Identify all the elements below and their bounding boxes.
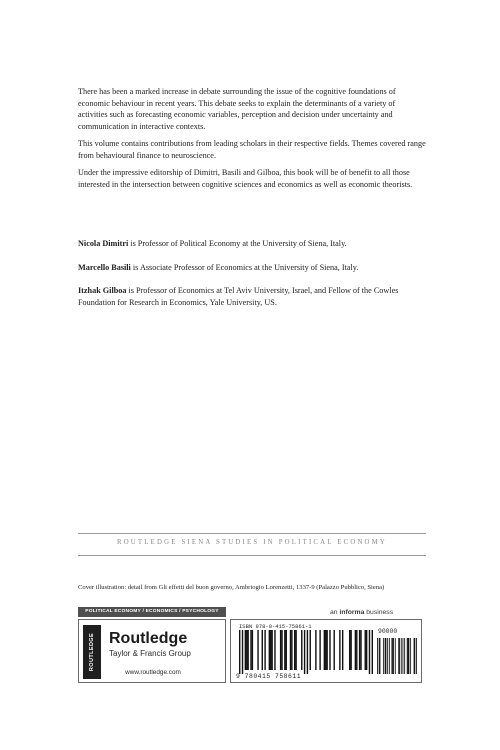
ean-barcode [239,630,373,674]
barcode-bar [359,630,360,670]
barcode-bar [369,630,370,674]
barcode-bar [286,630,287,670]
blurb-paragraph-1: There has been a marked increase in debate surrounding the issue of the cognitive foundations of economic behaviour in recent years. This debate seeks to explain the determinants of a variety of activities such as forecasting economic variables, perception and decision under uncertainty and communication in interactive contexts. [78,87,396,131]
barcode-bar [284,630,285,670]
barcode-bar [404,638,405,674]
barcode-bar [334,630,335,670]
cover-illustration-credit: Cover illustration: detail from Gli effetti del buon governo, Ambriogio Lorenzetti, 1337-9 (Palazzo Pubblico, Siena) [78,584,385,591]
addon-digits: 90000 [378,628,398,635]
editor-bio-text: is Associate Professor of Economics at the University of Siena, Italy. [130,262,359,272]
barcode-bar [281,630,282,670]
blurb-paragraph-3: Under the impressive editorship of Dimitri, Basili and Gilboa, this book will be of benefit to all those interested in the intersection between cognitive sciences and economics as well as economic theorists. [78,168,413,189]
barcode-bar [355,630,356,670]
barcode-bar [290,630,291,670]
barcode-bar [245,630,246,670]
barcode-bar [410,638,411,674]
barcode-bar [392,638,393,674]
barcode-bar [393,638,394,674]
barcode-bar [252,630,253,670]
barcode-bar [274,630,275,670]
barcode-bar [395,638,396,674]
series-title: ROUTLEDGE SIENA STUDIES IN POLITICAL ECONOMY [116,539,388,546]
barcode-bar [239,630,240,674]
informa-suffix: business [364,609,394,616]
informa-tagline [330,609,393,616]
barcode-bar [372,630,373,674]
barcode-bar [391,638,392,674]
barcode-bar [408,638,409,674]
barcode-bar [398,638,399,674]
informa-prefix: an [330,609,340,616]
ean-digits: 9 780415 758611 [236,673,302,680]
barcode-bar [264,630,265,670]
barcode-bar [247,630,248,670]
barcode-bar [257,630,258,670]
barcode-bar [295,630,296,670]
barcode-bar [416,638,417,674]
addon-barcode [377,638,417,674]
barcode-bar [379,638,380,674]
publisher-url: www.routledge.com [125,669,181,676]
barcode-bar [385,638,386,674]
barcode-bar [403,638,404,674]
barcode-bar [350,630,351,670]
series-rule-top [78,533,426,534]
blurb [78,86,426,196]
barcode-bar [269,630,270,670]
barcode-bar [242,630,243,674]
barcode-bar [380,638,381,674]
barcode-bar [377,638,378,674]
barcode-bar [310,630,311,670]
barcode-bar [270,630,271,670]
barcode-bar [325,630,326,670]
barcode-bar [342,630,343,670]
publisher-name: Routledge [109,630,188,647]
editor-name: Itzhak Gilboa [78,286,127,295]
barcode-bar [407,638,408,674]
barcode-bar [307,630,308,674]
informa-brand: informa [339,609,365,616]
barcode-bar [386,638,387,674]
barcode-box [230,619,422,683]
barcode-bar [291,630,292,670]
barcode-bar [304,630,305,674]
barcode-bar [360,630,361,670]
barcode-bar [356,630,357,670]
barcode-bar [319,630,320,670]
barcode-bar [301,630,302,670]
barcode-bar [414,638,415,674]
blurb-paragraph-2: This volume contains contributions from leading scholars in their respective fields. Themes covered range from behavioural finance to neuroscience. [78,139,426,160]
editor-bio [78,262,426,274]
editor-name: Marcello Basili [78,262,131,272]
barcode-bar [315,630,316,670]
barcode-bar [280,630,281,670]
barcode-bar [414,638,415,674]
barcode-bar [365,630,366,670]
barcode-bar [389,638,390,674]
editor-bio [78,285,426,308]
barcode-bar [271,630,272,670]
barcode-bar [366,630,367,670]
publisher-box [78,619,226,683]
barcode-bar [383,638,384,674]
barcode-bar [246,630,247,670]
barcode-bar [349,630,350,670]
barcode-bar [408,638,409,674]
editor-bio-text: is Professor of Economics at Tel Aviv University, Israel, and Fellow of the Cowles Foundation for Research in Economics, Yale University, US. [78,286,399,307]
subject-category-bar: POLITICAL ECONOMY / ECONOMICS / PSYCHOLOGY [78,607,226,617]
barcode-bar [250,630,251,670]
barcode-bar [294,630,295,670]
barcode-bar [339,630,340,670]
barcode-bar [324,630,325,670]
barcode-bar [262,630,263,670]
barcode-bar [399,638,400,674]
editor-bios [78,238,426,320]
barcode-bar [329,630,330,670]
editor-name: Nicola Dimitri [78,239,129,248]
isbn-text: ISBN 978-0-415-75861-1 [239,623,312,630]
publisher-group: Taylor & Francis Group [109,649,191,658]
barcode-bar [401,638,402,674]
barcode-bar [387,638,388,674]
series-rule-bottom [78,555,426,556]
routledge-logo-text: ROUTLEDGE [89,632,95,672]
barcode-bar [326,630,327,670]
editor-bio-text: is Professor of Political Economy at the University of Siena, Italy. [128,239,347,248]
editor-bio [78,238,426,250]
